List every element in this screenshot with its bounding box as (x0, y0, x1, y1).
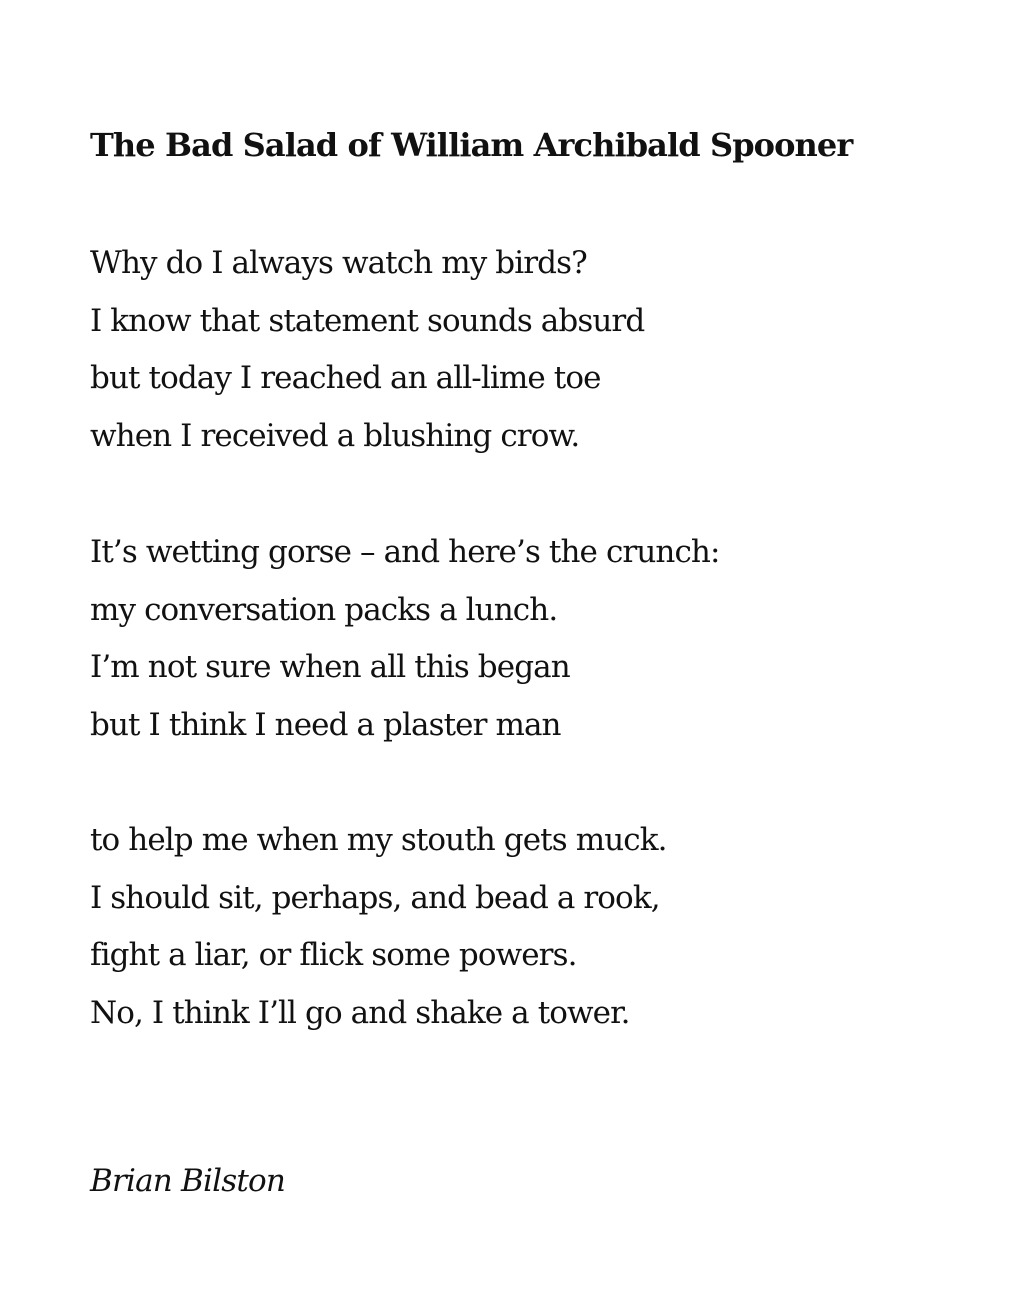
poem-author: Brian Bilston (90, 1163, 286, 1199)
poem-line: I know that statement sounds absurd (90, 302, 645, 339)
stanza-2 (90, 524, 720, 754)
poem-title: The Bad Salad of William Archibald Spooner (90, 126, 853, 164)
stanza-3 (90, 812, 667, 1042)
poem-line: but today I reached an all-lime toe (90, 360, 601, 397)
poem-line: fight a liar, or flick some powers. (90, 937, 577, 974)
poem-line: I’m not sure when all this began (90, 649, 570, 686)
poem-line: I should sit, perhaps, and bead a rook, (90, 879, 660, 916)
poem-line: No, I think I’ll go and shake a tower. (90, 994, 630, 1031)
poem-line: to help me when my stouth gets muck. (90, 822, 667, 858)
poem-line: It’s wetting gorse – and here’s the crunch: (90, 534, 720, 570)
poem-line: my conversation packs a lunch. (90, 591, 558, 628)
poem-line: Why do I always watch my birds? (90, 245, 587, 281)
poem-line: when I received a blushing crow. (90, 417, 580, 454)
stanza-1 (90, 235, 644, 465)
poem-line: but I think I need a plaster man (90, 706, 561, 743)
